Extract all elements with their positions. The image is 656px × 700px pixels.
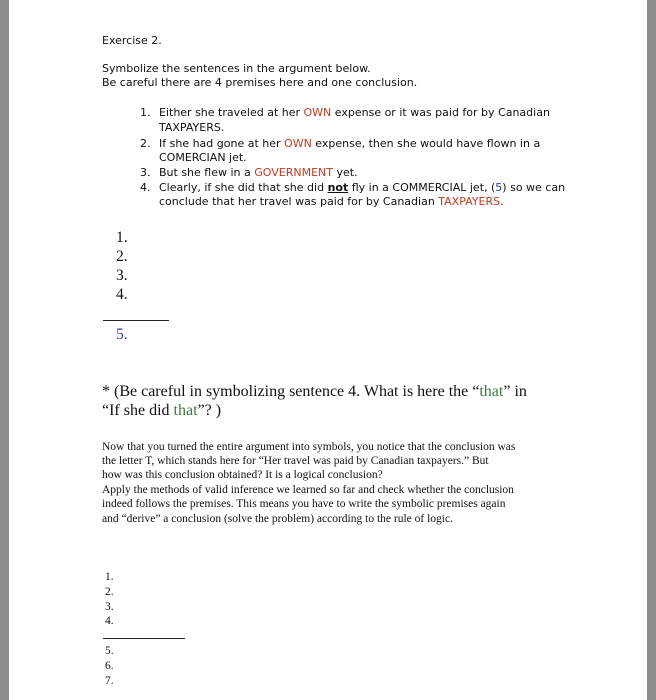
conclusion-divider	[103, 320, 169, 321]
paragraph-line-6: and “derive” a conclusion (solve the problem) according to the rule of logic.	[102, 513, 453, 525]
premise-2-line-2: COMERCIAN jet.	[159, 151, 247, 164]
paragraph-line-4: Apply the methods of valid inference we learned so far and check whether the conclusion	[102, 484, 514, 496]
derivation-line-2: 2.	[105, 586, 114, 598]
premise-1-number: 1.	[140, 106, 151, 119]
premise-4-line-1: Clearly, if she did that she did not fly in a COMMERCIAL jet, (5) so we can	[159, 181, 566, 194]
own-keyword: OWN	[303, 106, 332, 119]
premise-2-number: 2.	[140, 137, 151, 150]
paragraph-line-5: indeed follows the premises. This means you have to write the symbolic premises again	[102, 498, 506, 510]
derivation-line-1: 1.	[105, 571, 114, 583]
premise-1-line-2: TAXPAYERS.	[159, 121, 225, 134]
premise-1-line-1: Either she traveled at her OWN expense or it was paid for by Canadian	[159, 106, 550, 119]
paragraph-line-3: how was this conclusion obtained? It is a logical conclusion?	[102, 469, 383, 481]
conclusion-number: 5.	[116, 326, 128, 343]
premise-3-line-1: But she flew in a GOVERNMENT yet.	[159, 166, 358, 179]
premise-4-line-2: conclude that her travel was paid for by Canadian TAXPAYERS.	[159, 195, 504, 208]
derivation-line-3: 3.	[105, 601, 114, 613]
derivation-line-6: 6.	[105, 660, 114, 672]
derivation-divider	[103, 638, 185, 639]
answer-4-number: 4.	[116, 286, 128, 303]
answer-1-number: 1.	[116, 229, 128, 246]
own-keyword: OWN	[284, 137, 312, 150]
derivation-line-4: 4.	[105, 615, 114, 627]
not-keyword: not	[327, 181, 349, 194]
derivation-line-5: 5.	[105, 645, 114, 657]
premise-2-line-1: If she had gone at her OWN expense, then she would have flown in a	[159, 137, 541, 150]
instruction-line-2: Be careful there are 4 premises here and one conclusion.	[102, 76, 418, 89]
careful-note-line-1: * (Be careful in symbolizing sentence 4. What is here the “that” in	[102, 383, 527, 400]
government-keyword: GOVERNMENT	[254, 166, 333, 179]
paragraph-line-1: Now that you turned the entire argument into symbols, you notice that the conclusion was	[102, 441, 516, 453]
document-page	[9, 0, 647, 700]
instruction-line-1: Symbolize the sentences in the argument below.	[102, 62, 371, 75]
careful-note-line-2: “If she did that”? )	[102, 402, 222, 419]
taxpayers-keyword: TAXPAYERS	[438, 195, 501, 208]
answer-3-number: 3.	[116, 267, 128, 284]
paragraph-line-2: the letter T, which stands here for “Her travel was paid by Canadian taxpayers.” But	[102, 455, 489, 467]
exercise-title: Exercise 2.	[102, 34, 162, 47]
premise-4-number: 4.	[140, 181, 151, 194]
derivation-line-7: 7.	[105, 675, 114, 687]
answer-2-number: 2.	[116, 248, 128, 265]
conclusion-marker: 5	[495, 181, 503, 194]
premise-3-number: 3.	[140, 166, 151, 179]
